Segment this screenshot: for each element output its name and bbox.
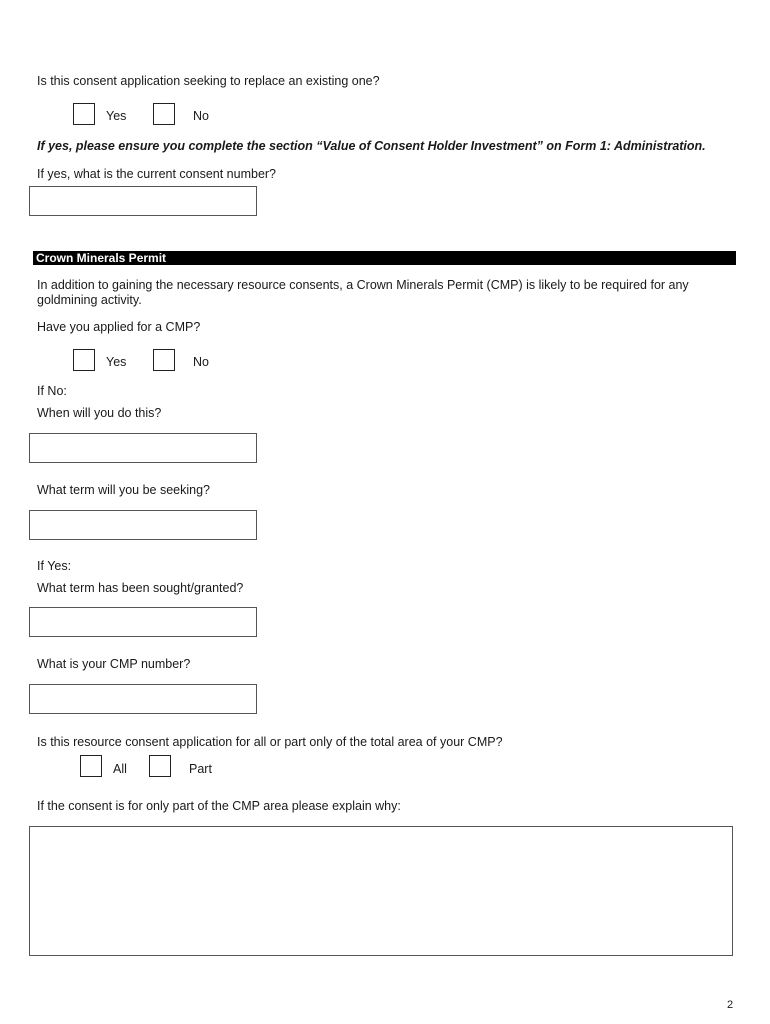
- section-title-crown-minerals-permit: Crown Minerals Permit: [33, 251, 736, 265]
- page-number: 2: [727, 999, 734, 1011]
- area-all-checkbox[interactable]: [80, 755, 102, 777]
- term-seeking-question: What term will you be seeking?: [37, 483, 210, 497]
- area-all-label: All: [113, 762, 127, 776]
- cmp-applied-question: Have you applied for a CMP?: [37, 320, 201, 334]
- consent-number-field[interactable]: [29, 186, 257, 216]
- when-question: When will you do this?: [37, 406, 162, 420]
- term-granted-field[interactable]: [29, 607, 257, 637]
- explain-question: If the consent is for only part of the CMP area please explain why:: [37, 799, 401, 813]
- cmp-applied-no-checkbox[interactable]: [153, 349, 175, 371]
- cmp-applied-yes-checkbox[interactable]: [73, 349, 95, 371]
- area-part-label: Part: [189, 762, 212, 776]
- explain-textarea[interactable]: [29, 826, 733, 956]
- if-yes-label: If Yes:: [37, 559, 72, 573]
- cmp-applied-no-label: No: [193, 355, 209, 369]
- replace-no-label: No: [193, 109, 209, 123]
- cmp-number-field[interactable]: [29, 684, 257, 714]
- replace-note: If yes, please ensure you complete the section “Value of Consent Holder Investment” on Form 1: Administration.: [37, 139, 706, 153]
- replace-no-checkbox[interactable]: [153, 103, 175, 125]
- consent-number-question: If yes, what is the current consent number?: [37, 167, 277, 181]
- replace-yes-checkbox[interactable]: [73, 103, 95, 125]
- area-part-checkbox[interactable]: [149, 755, 171, 777]
- replace-yes-label: Yes: [106, 109, 127, 123]
- cmp-applied-yes-label: Yes: [106, 355, 127, 369]
- area-question: Is this resource consent application for all or part only of the total area of your CMP?: [37, 735, 503, 749]
- when-field[interactable]: [29, 433, 257, 463]
- term-seeking-field[interactable]: [29, 510, 257, 540]
- cmp-number-question: What is your CMP number?: [37, 657, 191, 671]
- if-no-label: If No:: [37, 384, 67, 398]
- replace-question: Is this consent application seeking to replace an existing one?: [37, 74, 380, 88]
- cmp-intro: In addition to gaining the necessary resource consents, a Crown Minerals Permit (CMP) is likely to be required for any goldmining activity.: [37, 278, 689, 307]
- term-granted-question: What term has been sought/granted?: [37, 581, 244, 595]
